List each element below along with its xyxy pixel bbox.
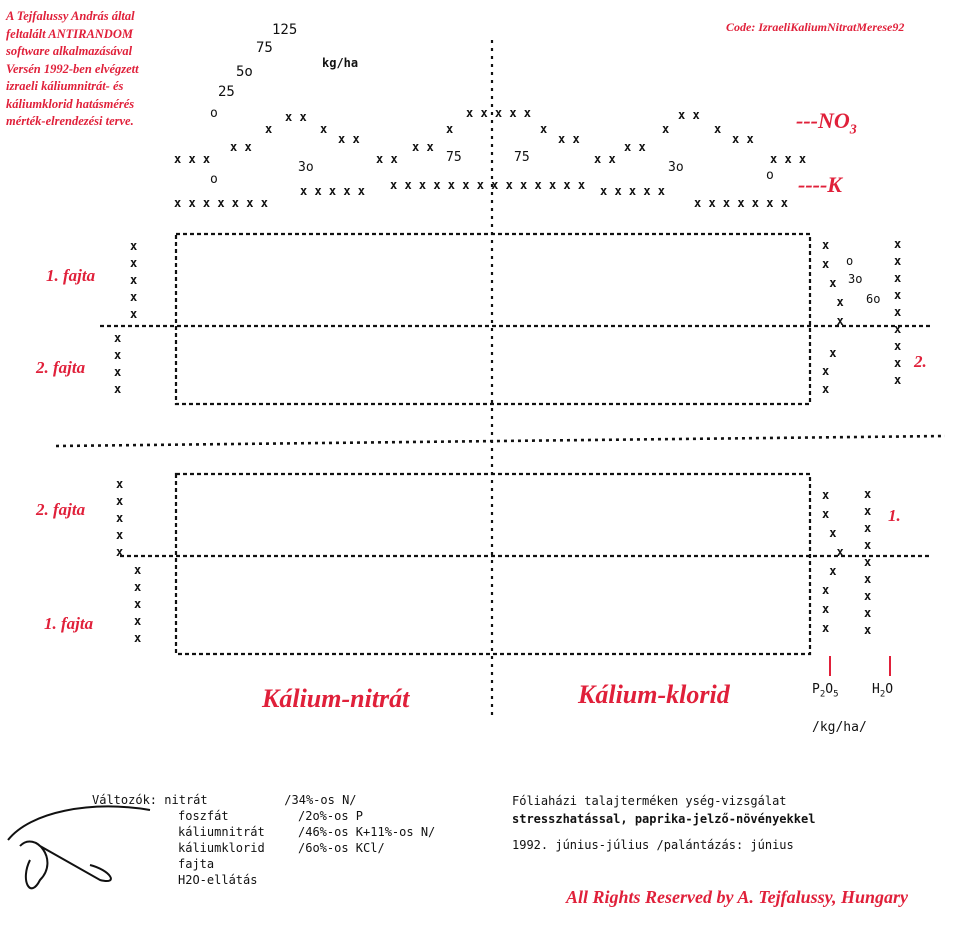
no3-curve-row: x x bbox=[230, 140, 252, 154]
variety-label-1-lower: 1. fajta bbox=[44, 614, 94, 633]
k-curve-row: x x x x x x x bbox=[694, 196, 788, 210]
no3-curve-row: x x bbox=[285, 110, 307, 124]
right-label-2: 2. bbox=[914, 352, 927, 371]
experiment-line: 1992. június-július /palántázás: június bbox=[512, 838, 794, 852]
left-x-column: x x x x x bbox=[130, 239, 138, 321]
k-curve-row: x x x x x bbox=[300, 184, 366, 198]
dose-label-75: 75 bbox=[514, 150, 530, 165]
experiment-line: Fóliaházi talajterméken ység-vizsgálat bbox=[512, 794, 787, 808]
variable-name: fajta bbox=[178, 857, 215, 871]
variable-name: foszfát bbox=[178, 809, 229, 823]
dose-label-75: 75 bbox=[256, 40, 273, 56]
dose-label-0: o bbox=[210, 106, 218, 121]
left-x-column: x x x x x bbox=[134, 563, 142, 645]
variable-desc: /46%-os K+11%-os N/ bbox=[298, 825, 436, 839]
no3-curve-row: x bbox=[540, 122, 548, 136]
dose-label-50: 5o bbox=[236, 64, 253, 80]
no3-curve-row: x bbox=[265, 122, 273, 136]
right-x-column: x x x x x x x x x bbox=[894, 237, 902, 387]
variable-desc: /2o%-os P bbox=[298, 809, 364, 823]
intro-line: software alkalmazásával bbox=[6, 44, 133, 58]
p2o5-label: $P_2O_5$ bbox=[812, 682, 839, 700]
variable-desc: /34%-os N/ bbox=[284, 793, 357, 807]
no3-curve-row: x x bbox=[594, 152, 616, 166]
k-curve-row: x x x x x x x x x x x x x x bbox=[390, 178, 586, 192]
no3-curve-row: x x bbox=[624, 140, 646, 154]
no3-curve-row: x bbox=[714, 122, 722, 136]
experiment-line: stresszhatással, paprika-jelző-növényekkel bbox=[512, 812, 816, 826]
h2o-label: $H_2O$ bbox=[872, 682, 894, 700]
intro-line: A Tejfalussy András által bbox=[6, 9, 135, 23]
k-curve-row: x x x x x bbox=[600, 184, 666, 198]
variable-name: nitrát bbox=[164, 793, 208, 807]
no3-curve-row: x x x bbox=[770, 152, 807, 166]
variables-title: Változók: bbox=[92, 793, 158, 807]
right-dose-30: 3o bbox=[848, 272, 863, 286]
no3-curve-row: x x bbox=[558, 132, 580, 146]
dose-label-25: 25 bbox=[218, 84, 235, 100]
dose-label-0: o bbox=[210, 172, 218, 187]
right-x-column: x x x x x x x x x bbox=[864, 487, 872, 637]
unit-label: kg/ha bbox=[322, 56, 359, 70]
no3-curve-row: x x bbox=[338, 132, 360, 146]
intro-line: Versén 1992-ben elvégzett bbox=[6, 61, 139, 76]
legend-k: ----K bbox=[798, 172, 842, 197]
right-dose-0: o bbox=[846, 254, 854, 268]
variables-block bbox=[92, 792, 435, 888]
dose-label-75: 75 bbox=[446, 150, 462, 165]
variety-label-1-upper: 1. fajta bbox=[46, 266, 96, 285]
variable-name: káliumklorid bbox=[178, 841, 265, 855]
no3-curve-row: x x bbox=[376, 152, 398, 166]
no3-curve-row: x x bbox=[732, 132, 754, 146]
right-dose-60: 6o bbox=[866, 292, 881, 306]
variety-label-2-lower: 2. fajta bbox=[36, 500, 86, 519]
right-label-1: 1. bbox=[888, 506, 901, 525]
legend-no3: $---NO_3$ bbox=[796, 108, 857, 138]
intro-line: izraeli káliumnitrát- és bbox=[6, 79, 124, 93]
block-separator bbox=[56, 436, 945, 446]
intro-line: feltalált ANTIRANDOM bbox=[6, 26, 133, 41]
right-x-column: x x x bbox=[822, 346, 837, 396]
no3-curve-row: x bbox=[320, 122, 328, 136]
right-x-column: x x x x x x x x bbox=[822, 488, 844, 635]
plot-frames bbox=[56, 234, 945, 654]
left-x-column: x x x x bbox=[114, 331, 122, 396]
dose-label-0: o bbox=[766, 168, 774, 183]
no3-curve-row: x x bbox=[412, 140, 434, 154]
treatment-label-kalium-klorid: Kálium-klorid bbox=[578, 680, 730, 709]
code-label: Code: IzraeliKaliumNitratMerese92 bbox=[726, 20, 905, 34]
dose-label-30: 3o bbox=[298, 160, 314, 175]
intro-line: mérték-elrendezési terve. bbox=[6, 114, 134, 128]
k-curve-row: x x x x x x x bbox=[174, 196, 268, 210]
dose-label-30: 3o bbox=[668, 160, 684, 175]
no3-curve-row: x x x bbox=[174, 152, 211, 166]
right-unit-label: /kg/ha/ bbox=[812, 720, 867, 735]
left-x-column: x x x x x bbox=[116, 477, 124, 559]
experiment-description bbox=[512, 792, 815, 854]
variety-label-2-upper: 2. fajta bbox=[36, 358, 86, 377]
no3-curve-row: x x bbox=[678, 108, 700, 122]
dose-label-125: 125 bbox=[272, 22, 298, 38]
intro-line: káliumklorid hatásmérés bbox=[6, 96, 135, 111]
variable-name: káliumnitrát bbox=[178, 825, 265, 839]
variable-name: H2O-ellátás bbox=[178, 873, 258, 887]
right-x-column: x x x x x bbox=[822, 238, 844, 328]
no3-curve-row: x x x x x bbox=[466, 106, 532, 120]
rights-notice: All Rights Reserved by A. Tejfalussy, Hungary bbox=[566, 887, 909, 907]
no3-curve-row: x bbox=[662, 122, 670, 136]
no3-curve-row: x bbox=[446, 122, 454, 136]
variable-desc: /6o%-os KCl/ bbox=[298, 841, 385, 855]
treatment-label-kalium-nitrat: Kálium-nitrát bbox=[262, 684, 410, 713]
